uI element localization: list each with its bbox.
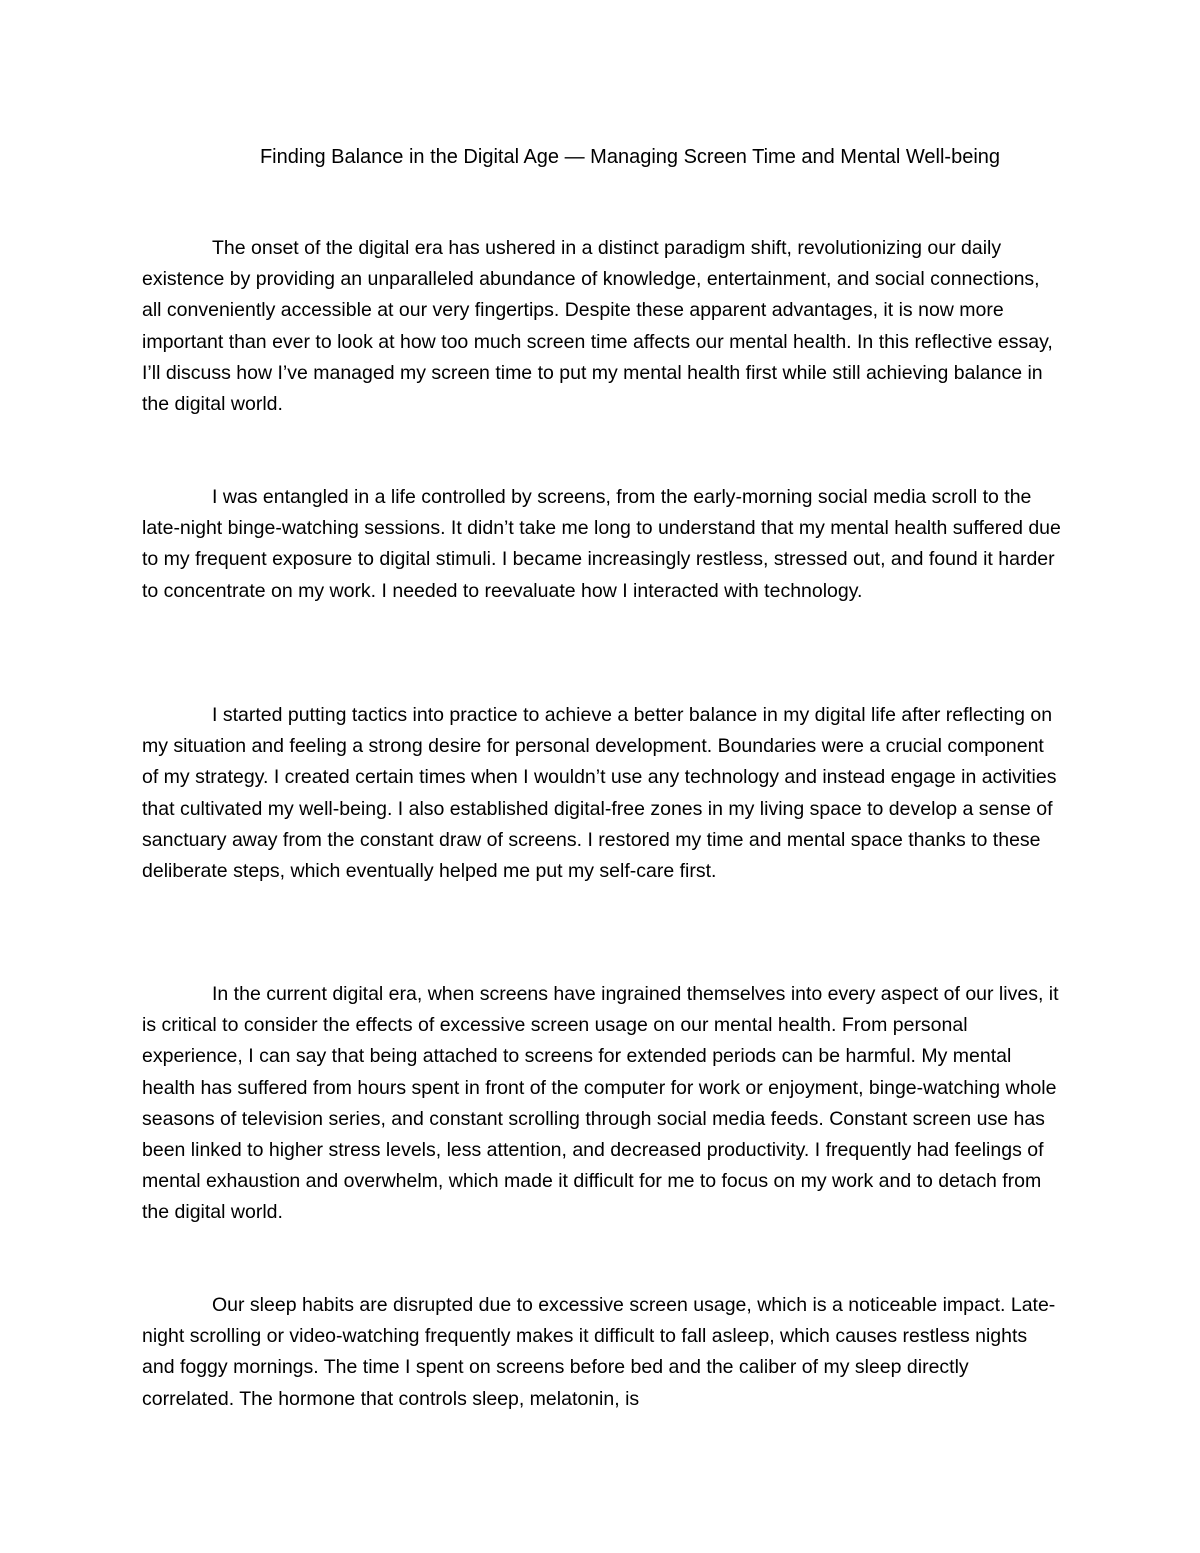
paragraph-2: I was entangled in a life controlled by screens, from the early-morning social media scroll to the late-night binge-watching sessions. It didn’t take me long to understand that my mental health suffered due to my frequent exposure to digital stimuli. I became increasingly restless, stressed out, and found it harder to concentrate on my work. I needed to reevaluate how I interacted with technology. <box>142 486 1061 602</box>
paragraph-1: The onset of the digital era has ushered in a distinct paradigm shift, revolutionizing our daily existence by providing an unparalleled abundance of knowledge, entertainment, and social connections, all conveniently accessible at our very fingertips. Despite these apparent advantages, it is now more important than ever to look at how too much screen time affects our mental health. In this reflective essay, I’ll discuss how I’ve managed my screen time to put my mental health first while still achieving balance in the digital world. <box>142 237 1053 416</box>
paragraph-5: Our sleep habits are disrupted due to excessive screen usage, which is a noticeable impact. Late-night scrolling or video-watching frequently makes it difficult to fall asleep, which causes restless nights and foggy mornings. The time I spent on screens before bed and the caliber of my sleep directly correlated. The hormone that controls sleep, melatonin, is <box>142 1294 1056 1410</box>
paragraph-3: I started putting tactics into practice to achieve a better balance in my digital life after reflecting on my situation and feeling a strong desire for personal development. Boundaries were a crucial component of my strategy. I created certain times when I wouldn’t use any technology and instead engage in activities that cultivated my well-being. I also established digital-free zones in my living space to develop a sense of sanctuary away from the constant draw of screens. I restored my time and mental space thanks to these deliberate steps, which eventually helped me put my self-care first. <box>142 704 1057 883</box>
paragraph-4: In the current digital era, when screens have ingrained themselves into every aspect of our lives, it is critical to consider the effects of excessive screen usage on our mental health. From personal experience, I can say that being attached to screens for extended periods can be harmful. My mental health has suffered from hours spent in front of the computer for work or enjoyment, binge-watching whole seasons of television series, and constant scrolling through social media feeds. Constant screen use has been linked to higher stress levels, less attention, and decreased productivity. I frequently had feelings of mental exhaustion and overwhelm, which made it difficult for me to focus on my work and to detach from the digital world. <box>142 983 1059 1224</box>
document-title: Finding Balance in the Digital Age — Managing Screen Time and Mental Well-being <box>259 146 1001 168</box>
